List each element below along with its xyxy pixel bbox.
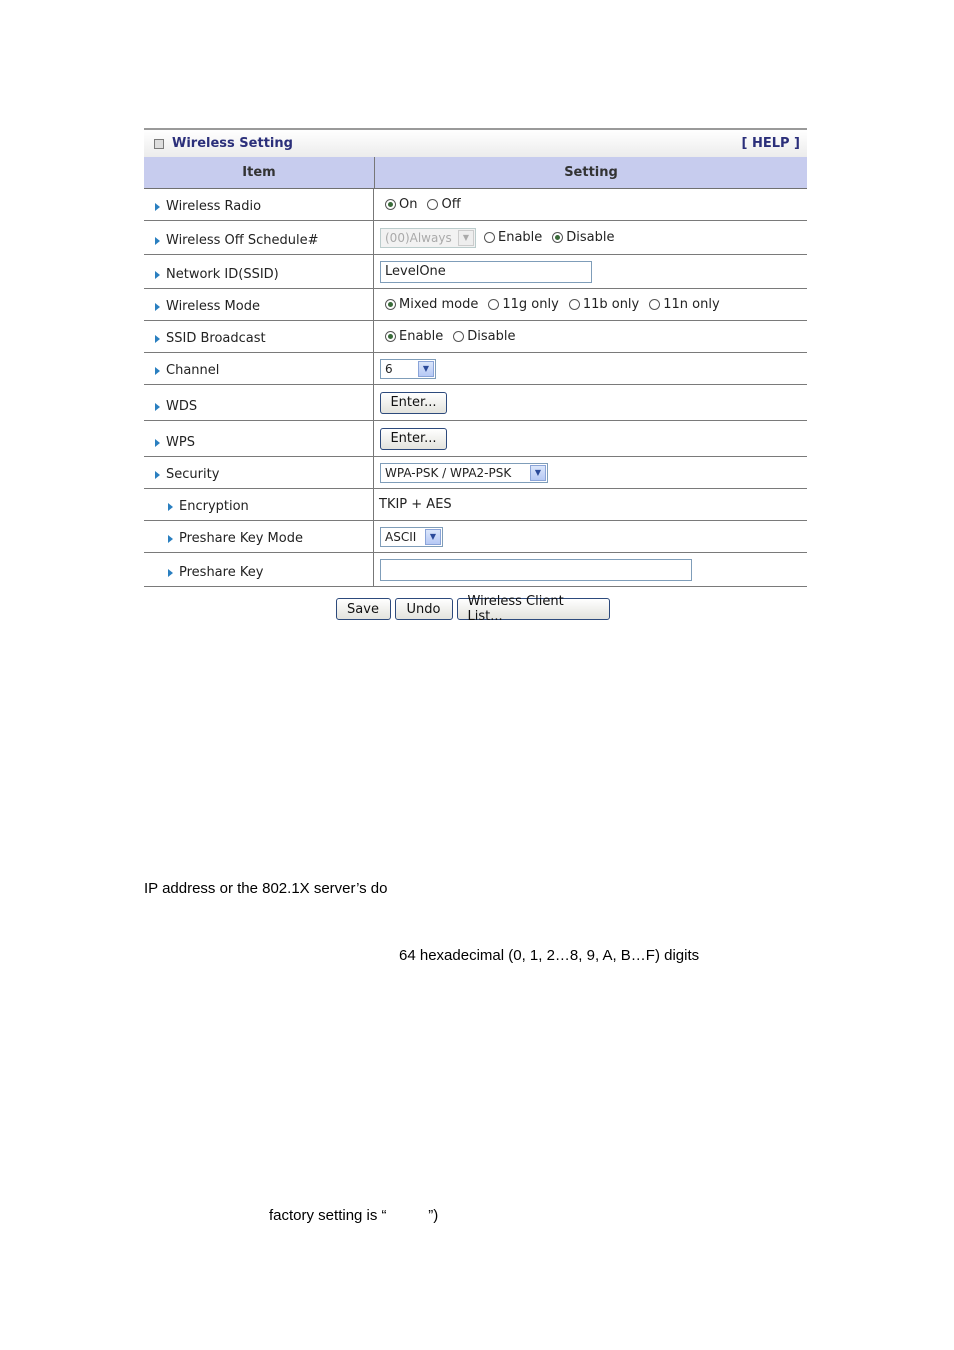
chevron-down-icon: ▼ bbox=[530, 465, 546, 481]
radio-circle-icon bbox=[649, 299, 660, 310]
row-channel bbox=[144, 353, 807, 385]
radio-broadcast-disable[interactable]: Disable bbox=[453, 329, 515, 344]
row-network-id bbox=[144, 255, 807, 289]
label-encryption: Encryption bbox=[179, 499, 249, 514]
wds-enter-button[interactable]: Enter... bbox=[380, 392, 447, 414]
panel-title: Wireless Setting bbox=[172, 136, 293, 151]
schedule-select: (00)Always ▼ bbox=[380, 228, 476, 248]
radio-circle-checked-icon bbox=[385, 299, 396, 310]
help-link[interactable]: [ HELP ] bbox=[741, 136, 800, 151]
arrow-right-icon bbox=[155, 335, 160, 343]
arrow-right-icon bbox=[155, 439, 160, 447]
chevron-down-icon: ▼ bbox=[418, 361, 434, 377]
arrow-right-icon bbox=[168, 569, 173, 577]
arrow-right-icon bbox=[155, 471, 160, 479]
action-bar bbox=[144, 594, 807, 624]
encryption-value: TKIP + AES bbox=[379, 497, 452, 512]
text-ip-address: IP address or the 802.1X server’s do bbox=[144, 880, 388, 897]
row-preshare-key bbox=[144, 553, 807, 587]
label-wps: WPS bbox=[166, 435, 195, 450]
undo-button[interactable]: Undo bbox=[395, 598, 453, 620]
row-ssid-broadcast bbox=[144, 321, 807, 353]
label-ssid-broadcast: SSID Broadcast bbox=[166, 331, 266, 346]
security-select[interactable]: WPA-PSK / WPA2-PSK ▼ bbox=[380, 463, 548, 483]
table-header bbox=[144, 157, 807, 189]
square-icon bbox=[154, 139, 164, 149]
radio-schedule-enable[interactable]: Enable bbox=[484, 230, 542, 245]
radio-circle-icon bbox=[427, 199, 438, 210]
channel-select[interactable]: 6 ▼ bbox=[380, 359, 436, 379]
radio-circle-checked-icon bbox=[552, 232, 563, 243]
radio-circle-checked-icon bbox=[385, 331, 396, 342]
radio-circle-icon bbox=[488, 299, 499, 310]
ssid-input[interactable]: LevelOne bbox=[380, 261, 592, 283]
preshare-key-input[interactable] bbox=[380, 559, 692, 581]
radio-off[interactable]: Off bbox=[427, 197, 460, 212]
label-wds: WDS bbox=[166, 399, 198, 414]
row-wps bbox=[144, 421, 807, 457]
row-wds bbox=[144, 385, 807, 421]
chevron-down-icon: ▼ bbox=[425, 529, 441, 545]
arrow-right-icon bbox=[155, 403, 160, 411]
radio-11n-only[interactable]: 11n only bbox=[649, 297, 719, 312]
row-wireless-radio bbox=[144, 189, 807, 221]
chevron-down-icon: ▼ bbox=[458, 230, 474, 246]
arrow-right-icon bbox=[155, 271, 160, 279]
arrow-right-icon bbox=[168, 535, 173, 543]
arrow-right-icon bbox=[155, 237, 160, 245]
arrow-right-icon bbox=[155, 303, 160, 311]
label-channel: Channel bbox=[166, 363, 220, 378]
wireless-setting-panel bbox=[144, 128, 807, 624]
label-wireless-off-schedule: Wireless Off Schedule# bbox=[166, 233, 319, 248]
row-encryption bbox=[144, 489, 807, 521]
radio-circle-icon bbox=[569, 299, 580, 310]
radio-11b-only[interactable]: 11b only bbox=[569, 297, 639, 312]
radio-on[interactable]: On bbox=[385, 197, 417, 212]
arrow-right-icon bbox=[155, 367, 160, 375]
row-wireless-off-schedule bbox=[144, 221, 807, 255]
radio-circle-icon bbox=[484, 232, 495, 243]
label-preshare-key-mode: Preshare Key Mode bbox=[179, 531, 303, 546]
save-button[interactable]: Save bbox=[336, 598, 391, 620]
radio-broadcast-enable[interactable]: Enable bbox=[385, 329, 443, 344]
row-preshare-key-mode bbox=[144, 521, 807, 553]
radio-mixed-mode[interactable]: Mixed mode bbox=[385, 297, 478, 312]
label-wireless-mode: Wireless Mode bbox=[166, 299, 260, 314]
label-network-id: Network ID(SSID) bbox=[166, 267, 279, 282]
key-mode-select[interactable]: ASCII ▼ bbox=[380, 527, 443, 547]
radio-schedule-disable[interactable]: Disable bbox=[552, 230, 614, 245]
label-wireless-radio: Wireless Radio bbox=[166, 199, 262, 214]
header-setting: Setting bbox=[564, 165, 618, 180]
label-preshare-key: Preshare Key bbox=[179, 565, 264, 580]
wps-enter-button[interactable]: Enter... bbox=[380, 428, 447, 450]
text-hex-digits: 64 hexadecimal (0, 1, 2…8, 9, A, B…F) digits bbox=[399, 947, 700, 964]
text-factory-setting: factory setting is “ ”) bbox=[269, 1207, 439, 1224]
radio-circle-icon bbox=[453, 331, 464, 342]
arrow-right-icon bbox=[168, 503, 173, 511]
panel-titlebar bbox=[144, 128, 807, 157]
radio-circle-checked-icon bbox=[385, 199, 396, 210]
row-security bbox=[144, 457, 807, 489]
label-security: Security bbox=[166, 467, 220, 482]
arrow-right-icon bbox=[155, 203, 160, 211]
radio-11g-only[interactable]: 11g only bbox=[488, 297, 558, 312]
wireless-client-list-button[interactable]: Wireless Client List... bbox=[457, 598, 610, 620]
row-wireless-mode bbox=[144, 289, 807, 321]
header-item: Item bbox=[144, 157, 375, 188]
